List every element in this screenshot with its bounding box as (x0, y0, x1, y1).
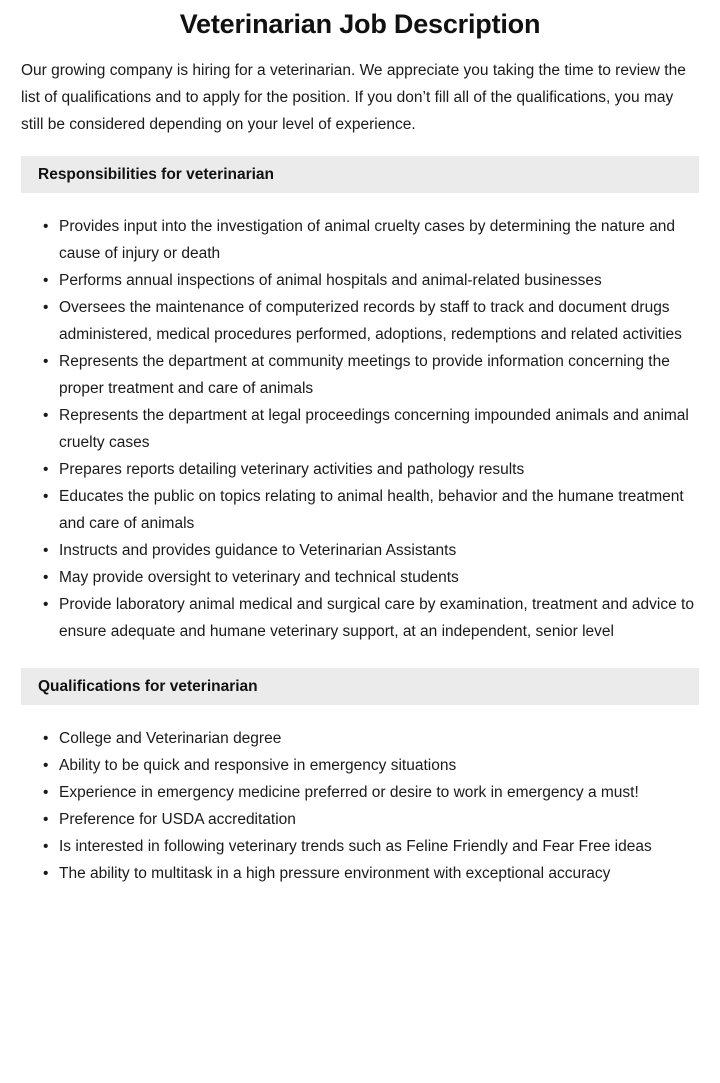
bullet-icon: • (43, 784, 49, 801)
qualifications-list (0, 725, 720, 887)
bullet-icon: • (43, 353, 49, 370)
bullet-icon: • (43, 730, 49, 747)
list-item (0, 564, 720, 591)
list-item-text: College and Veterinarian degree (59, 730, 282, 747)
list-item (0, 860, 720, 887)
list-item (0, 267, 720, 294)
list-item (0, 752, 720, 779)
list-item (0, 294, 720, 348)
page-title: Veterinarian Job Description (179, 9, 541, 39)
list-item (0, 779, 720, 806)
list-item (0, 725, 720, 752)
list-item-text: May provide oversight to veterinary and technical students (59, 569, 459, 586)
bullet-icon: • (43, 407, 49, 424)
list-item-text: Provide laboratory animal medical and surgical care by examination, treatment and advice to ensure adequate and humane veterinary support, at an independent, senior level (59, 596, 694, 640)
bullet-icon: • (43, 299, 49, 316)
list-item (0, 456, 720, 483)
bullet-icon: • (43, 569, 49, 586)
section-heading-label: Qualifications for veterinarian (38, 677, 258, 695)
bullet-icon: • (43, 865, 49, 882)
list-item-text: Represents the department at legal proceedings concerning impounded animals and animal cruelty cases (59, 407, 689, 451)
list-item-text: Provides input into the investigation of animal cruelty cases by determining the nature and cause of injury or death (59, 218, 676, 262)
list-item (0, 213, 720, 267)
section-header-qualifications (21, 668, 699, 705)
list-item (0, 591, 720, 645)
section-header-responsibilities (21, 156, 699, 193)
responsibilities-list (0, 213, 720, 645)
list-item (0, 483, 720, 537)
list-item-text: Instructs and provides guidance to Veterinarian Assistants (59, 542, 457, 559)
list-item (0, 537, 720, 564)
bullet-icon: • (43, 488, 49, 505)
bullet-icon: • (43, 461, 49, 478)
list-item (0, 806, 720, 833)
bullet-icon: • (43, 218, 49, 235)
list-item (0, 402, 720, 456)
list-item-text: Ability to be quick and responsive in emergency situations (59, 757, 457, 774)
list-item-text: Preference for USDA accreditation (59, 811, 296, 828)
list-item-text: Educates the public on topics relating to animal health, behavior and the humane treatment and care of animals (59, 488, 684, 532)
bullet-icon: • (43, 757, 49, 774)
bullet-icon: • (43, 838, 49, 855)
intro-paragraph: Our growing company is hiring for a veterinarian. We appreciate you taking the time to review the list of qualifications and to apply for the position. If you don’t fill all of the qualifications, you may still be considered depending on your level of experience. (21, 62, 686, 133)
section-heading-label: Responsibilities for veterinarian (38, 165, 275, 183)
bullet-icon: • (43, 596, 49, 613)
list-item-text: Represents the department at community meetings to provide information concerning the proper treatment and care of animals (59, 353, 670, 397)
list-item-text: Experience in emergency medicine preferred or desire to work in emergency a must! (59, 784, 639, 801)
list-item-text: Performs annual inspections of animal hospitals and animal-related businesses (59, 272, 602, 289)
list-item-text: Oversees the maintenance of computerized records by staff to track and document drugs administered, medical procedures performed, adoptions, redemptions and related activities (59, 299, 682, 343)
list-item-text: The ability to multitask in a high pressure environment with exceptional accuracy (59, 865, 611, 882)
list-item-text: Prepares reports detailing veterinary activities and pathology results (59, 461, 525, 478)
bullet-icon: • (43, 542, 49, 559)
list-item (0, 833, 720, 860)
bullet-icon: • (43, 811, 49, 828)
bullet-icon: • (43, 272, 49, 289)
list-item-text: Is interested in following veterinary trends such as Feline Friendly and Fear Free ideas (59, 838, 652, 855)
list-item (0, 348, 720, 402)
